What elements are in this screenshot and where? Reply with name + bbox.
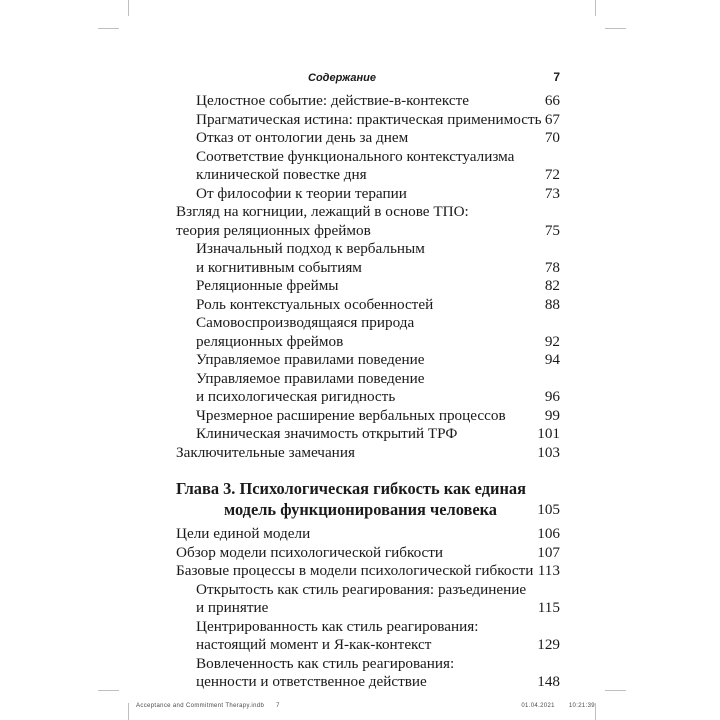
toc-entry-title-line: Реляционные фреймы xyxy=(196,277,339,294)
toc-entry-page-number: 94 xyxy=(544,351,560,368)
toc-entry-page-number: 129 xyxy=(537,636,560,653)
toc-entry-page-number: 70 xyxy=(544,129,560,146)
toc-entry-title-line: Вовлеченность как стиль реагирования: xyxy=(196,654,455,672)
toc-entry-page-number: 148 xyxy=(537,673,560,690)
toc-entry-title-line: Прагматическая истина: практическая применимость xyxy=(196,110,542,128)
toc-entry[interactable] xyxy=(176,92,560,111)
toc-entry-title-line: Заключительные замечания xyxy=(176,443,355,461)
toc-entry-title-line: Центрированность как стиль реагирования: xyxy=(196,617,479,635)
toc-entry[interactable] xyxy=(176,370,560,407)
crop-mark-bottom-right-vertical xyxy=(595,703,596,720)
toc-entry-title-line: Цели единой модели xyxy=(176,525,311,542)
toc-entry-title xyxy=(196,92,560,111)
toc-entry-page-number: 67 xyxy=(544,110,560,128)
toc-entry-title xyxy=(196,370,560,407)
toc-entry-title-line: модель функционирования человека xyxy=(224,500,498,519)
toc-entry-page-number: 82 xyxy=(544,277,560,294)
toc-entry-title-line: настоящий момент и Я-как-контекст xyxy=(196,636,432,653)
toc-entry-title xyxy=(196,407,560,426)
toc-entry-title-line: Управляемое правилами поведение xyxy=(196,351,425,368)
toc-entry-page-number: 113 xyxy=(537,562,560,579)
toc-entry-title-line: Чрезмерное расширение вербальных процессов xyxy=(196,406,506,424)
toc-entry-page-number: 99 xyxy=(544,406,560,424)
toc-entry-page-number: 66 xyxy=(544,92,560,109)
crop-mark-bottom-left-horizontal xyxy=(98,690,119,691)
crop-mark-top-left-vertical xyxy=(128,0,129,16)
toc-entry-title xyxy=(176,525,560,544)
imposition-footer xyxy=(136,703,595,709)
toc-entry-title-line: Управляемое правилами поведение xyxy=(196,369,425,387)
toc-entry-title-line: Изначальный подход к вербальным xyxy=(196,240,425,257)
toc-entry-title xyxy=(176,562,560,581)
toc-entry-title xyxy=(196,351,560,370)
toc-entry-title xyxy=(196,240,560,277)
table-of-contents xyxy=(176,92,560,692)
toc-entry-title xyxy=(196,314,560,351)
crop-mark-top-right-vertical xyxy=(595,0,596,16)
toc-entry-title-line: Взгляд на когниции, лежащий в основе ТПО: xyxy=(176,203,469,220)
crop-mark-top-right-horizontal xyxy=(605,28,626,29)
toc-entry-title-line: теория реляционных фреймов xyxy=(176,221,371,239)
toc-entry-title xyxy=(196,655,560,692)
toc-entry[interactable] xyxy=(176,148,560,185)
toc-entry-page-number: 103 xyxy=(537,443,560,461)
footer-date: 01.04.2021 xyxy=(521,703,555,709)
toc-entry-title xyxy=(196,129,560,148)
toc-entry-title-line: ценности и ответственное действие xyxy=(196,673,427,690)
toc-entry-page-number: 115 xyxy=(537,599,560,616)
toc-entry[interactable] xyxy=(176,544,560,563)
toc-entry-title xyxy=(196,581,560,618)
toc-entry-title-line: Клиническая значимость открытий ТРФ xyxy=(196,425,458,442)
toc-entry[interactable] xyxy=(176,425,560,444)
toc-entry-title-line: От философии к теории терапии xyxy=(196,184,407,202)
toc-entry-page-number: 106 xyxy=(537,525,560,542)
toc-entry[interactable] xyxy=(176,185,560,204)
toc-entry-title xyxy=(176,478,560,520)
toc-chapter-entry[interactable] xyxy=(176,478,560,520)
toc-entry-title-line: Базовые процессы в модели психологической гибкости xyxy=(176,562,534,579)
toc-entry-title-line: Соответствие функционального контекстуализма xyxy=(196,147,515,165)
toc-entry-title xyxy=(196,425,560,444)
toc-entry-page-number: 78 xyxy=(544,258,560,276)
toc-entry[interactable] xyxy=(176,277,560,296)
toc-entry-title xyxy=(176,444,560,463)
page-folio-number: 7 xyxy=(553,70,560,84)
toc-entry-title xyxy=(196,148,560,185)
footer-time: 10:21:39 xyxy=(568,703,595,709)
running-head-title: Содержание xyxy=(308,72,376,84)
toc-entry-title-line: Обзор модели психологической гибкости xyxy=(176,543,444,561)
toc-entry-page-number: 88 xyxy=(544,295,560,313)
toc-entry[interactable] xyxy=(176,444,560,463)
toc-entry-title xyxy=(196,111,560,130)
toc-entry[interactable] xyxy=(176,581,560,618)
toc-entry[interactable] xyxy=(176,407,560,426)
toc-entry-title-line: Роль контекстуальных особенностей xyxy=(196,295,434,313)
toc-entry-page-number: 101 xyxy=(537,425,560,442)
toc-entry[interactable] xyxy=(176,618,560,655)
crop-mark-top-left-horizontal xyxy=(98,28,119,29)
toc-entry-title xyxy=(196,277,560,296)
toc-entry-title-line: Самовоспроизводящаяся природа xyxy=(196,314,415,331)
toc-entry-title-line: и психологическая ригидность xyxy=(196,388,396,405)
toc-entry-title-line: реляционных фреймов xyxy=(196,332,344,350)
toc-entry-title-line: и принятие xyxy=(196,599,269,616)
toc-entry[interactable] xyxy=(176,111,560,130)
toc-entry-title xyxy=(196,618,560,655)
running-head xyxy=(176,70,560,84)
toc-entry[interactable] xyxy=(176,655,560,692)
toc-entry-title-line: Целостное событие: действие-в-контексте xyxy=(196,92,469,109)
toc-entry-title-line: Отказ от онтологии день за днем xyxy=(196,129,409,146)
toc-entry-title-line: клинической повестке дня xyxy=(196,166,367,183)
toc-entry[interactable] xyxy=(176,203,560,240)
toc-entry-page-number: 92 xyxy=(544,332,560,350)
toc-entry[interactable] xyxy=(176,314,560,351)
toc-entry-title xyxy=(196,296,560,315)
toc-entry-page-number: 107 xyxy=(537,543,560,561)
footer-sheet-number: 7 xyxy=(276,703,280,709)
toc-entry-title xyxy=(176,203,560,240)
toc-entry[interactable] xyxy=(176,351,560,370)
toc-entry-page-number: 72 xyxy=(544,166,560,183)
toc-entry-title xyxy=(176,544,560,563)
toc-entry[interactable] xyxy=(176,240,560,277)
toc-entry-page-number: 75 xyxy=(544,221,560,239)
footer-divider-rule xyxy=(128,703,129,720)
toc-entry-title-line: Открытость как стиль реагирования: разъединение xyxy=(196,580,527,598)
toc-entry[interactable] xyxy=(176,296,560,315)
toc-entry[interactable] xyxy=(176,129,560,148)
toc-entry-page-number: 73 xyxy=(544,184,560,202)
footer-filename: Acceptance and Commitment Therapy.indb xyxy=(136,703,265,709)
toc-entry[interactable] xyxy=(176,562,560,581)
toc-entry[interactable] xyxy=(176,525,560,544)
toc-entry-title xyxy=(196,185,560,204)
toc-entry-title-line: и когнитивным событиям xyxy=(196,258,362,276)
toc-entry-page-number: 96 xyxy=(544,388,560,405)
toc-entry-page-number: 105 xyxy=(537,501,560,518)
toc-entry-title-line: Глава 3. Психологическая гибкость как единая xyxy=(176,479,526,498)
crop-mark-bottom-right-horizontal xyxy=(605,690,626,691)
